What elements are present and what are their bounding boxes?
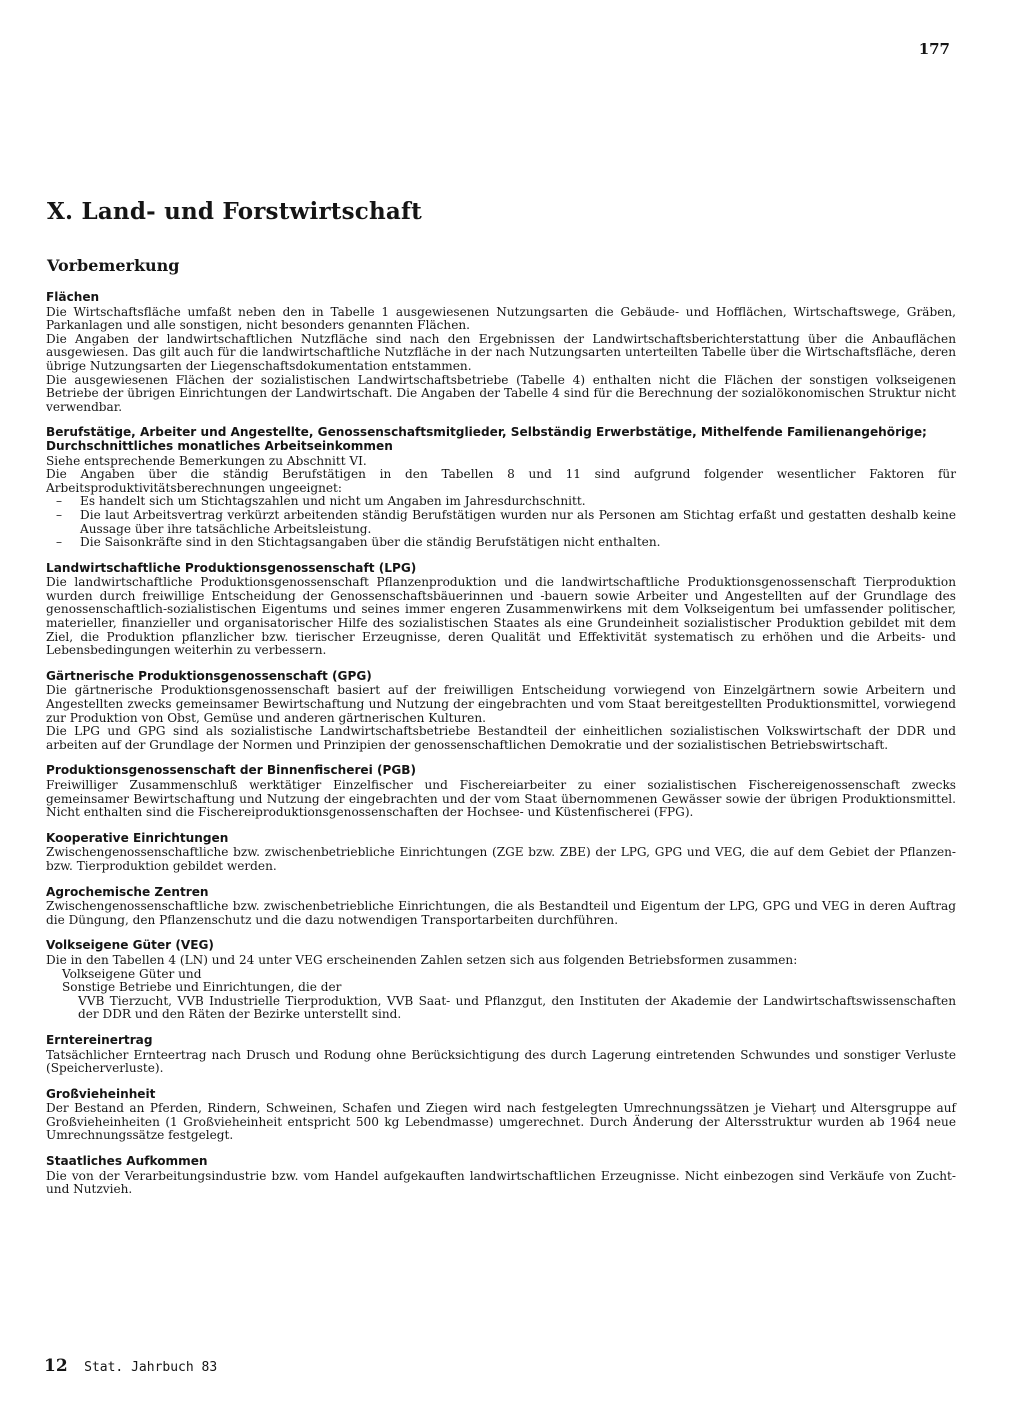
paragraph: Die von der Verarbeitungsindustrie bzw. vom Handel aufgekauften landwirtschaftlichen Erzeugnisse. Nicht einbezogen sind Verkäufe von Zucht- und Nutzvieh.: [46, 1168, 956, 1197]
paragraph: VVB Tierzucht, VVB Industrielle Tierproduktion, VVB Saat- und Pflanzgut, den Instituten der Akademie der Landwirtschaftswissenschaften der DDR und den Räten der Bezirke unterstellt sind.: [78, 993, 956, 1022]
paragraph: Die landwirtschaftliche Produktionsgenossenschaft Pflanzenproduktion und die landwirtschaftliche Produktionsgenossenschaft Tierproduktion wurden durch freiwillige Entscheidung der Genossenschaftsbäuerinnen und -bauern sowie Arbeiter und Angestellten auf der Grundlage des genossenschaftlich-sozialistischen Eigentums und seines immer engeren Zusammenwirkens mit dem Volkseigentum bei umfassender politischer, materieller, finanzieller und organisatorischer Hilfe des sozialistischen Staates als eine Grundeinheit sozialistischer Produktion gebildet mit dem Ziel, die Produktion pflanzlicher bzw. tierischer Erzeugnisse, deren Qualität und Effektivität systematisch zu erhöhen und die Arbeits- und Lebensbedingungen weiterhin zu verbessern.: [46, 575, 956, 658]
paragraph: Zwischengenossenschaftliche bzw. zwischenbetriebliche Einrichtungen (ZGE bzw. ZBE) der LPG, GPG und VEG, die auf dem Gebiet der Pflanzen- bzw. Tierproduktion gebildet werden.: [46, 845, 956, 873]
section-grossvieheinheit: [46, 1088, 956, 1143]
section-heading: Erntereinertrag: [46, 1032, 153, 1047]
paragraph: Der Bestand an Pferden, Rindern, Schweinen, Schafen und Ziegen wird nach festgelegten Umrechnungssätzen je Vieharț und Altersgruppe auf Großvieheinheiten (1 Großvieheinheit entspricht 500 kg Lebendmasse) umgerechnet. Durch Änderung der Altersstruktur wurden ab 1964 neue Umrechnungssätze festgelegt.: [46, 1101, 956, 1143]
section-veg: [46, 939, 956, 1022]
section-heading: Großvieheinheit: [46, 1086, 156, 1101]
paragraph: Siehe entsprechende Bemerkungen zu Abschnitt VI.: [46, 453, 367, 468]
section-heading: Kooperative Einrichtungen: [46, 830, 229, 845]
paragraph: Die Angaben der landwirtschaftlichen Nutzfläche sind nach den Ergebnissen der Landwirtschaftsberichterstattung über die Anbauflächen ausgewiesen. Das gilt auch für die landwirtschaftliche Nutzfläche in der nach Nutzungsarten unterteilten Tabelle über die Wirtschaftsfläche, deren übrige Nutzungsarten der Liegenschaftsdokumentation entstammen.: [46, 331, 956, 373]
sheet-number: 12: [44, 1356, 68, 1376]
section-heading: Gärtnerische Produktionsgenossenschaft (GPG): [46, 668, 372, 683]
paragraph: Die LPG und GPG sind als sozialistische Landwirtschaftsbetriebe Bestandteil der einheitlichen sozialistischen Volkswirtschaft der DDR und arbeiten auf der Grundlage der Normen und Prinzipien der genossenschaftlichen Demokratie und der sozialistischen Betriebswirtschaft.: [46, 724, 956, 752]
paragraph: Sonstige Betriebe und Einrichtungen, die der: [62, 980, 342, 995]
list-item: – Es handelt sich um Stichtagszahlen und nicht um Angaben im Jahresdurchschnitt.: [80, 495, 956, 509]
veg-list: [46, 968, 956, 1022]
chapter-title: X. Land- und Forstwirtschaft: [47, 198, 422, 225]
paragraph: Die Angaben über die ständig Berufstätigen in den Tabellen 8 und 11 sind aufgrund folgender wesentlicher Faktoren für Arbeitsproduktivitätsberechnungen ungeeignet:: [46, 467, 956, 495]
section-erntereinertrag: [46, 1034, 956, 1076]
section-kooperative: [46, 832, 956, 874]
section-heading: Berufstätige, Arbeiter und Angestellte, Genossenschaftsmitglieder, Selbständig Erwerbstätige, Mithelfende Familienangehörige; Durchschnittliches monatliches Arbeitseinkommen: [46, 425, 927, 453]
list-item: – Die Saisonkräfte sind in den Stichtagsangaben über die ständig Berufstätigen nicht enthalten.: [80, 536, 956, 550]
page-number: 177: [918, 40, 950, 58]
list-item: – Die laut Arbeitsvertrag verkürzt arbeitenden ständig Berufstätigen wurden nur als Personen am Stichtag erfaßt und gestatten deshalb keine Aussage über ihre tatsächliche Arbeitsleistung.: [80, 509, 956, 536]
section-lpg: [46, 562, 956, 658]
paragraph: Die Wirtschaftsfläche umfaßt neben den in Tabelle 1 ausgewiesenen Nutzungsarten die Gebäude- und Hofflächen, Wirtschaftswege, Gräben, Parkanlagen und alle sonstigen, nicht besonders genannten Flächen.: [46, 304, 956, 333]
paragraph: Zwischengenossenschaftliche bzw. zwischenbetriebliche Einrichtungen, die als Bestandteil und Eigentum der LPG, GPG und VEG in deren Auftrag die Düngung, den Pflanzenschutz und die dazu notwendigen Transportarbeiten durchführen.: [46, 899, 956, 927]
section-heading: Produktionsgenossenschaft der Binnenfischerei (PGB): [46, 763, 417, 778]
source-label: Stat. Jahrbuch 83: [84, 1360, 218, 1375]
section-berufstaetige: [46, 426, 956, 549]
section-aufkommen: [46, 1155, 956, 1197]
paragraph: Volkseigene Güter und: [62, 966, 202, 981]
bullet-list: [46, 495, 956, 549]
section-heading: Agrochemische Zentren: [46, 884, 209, 899]
preface-heading: Vorbemerkung: [47, 256, 180, 275]
section-heading: Volkseigene Güter (VEG): [46, 938, 214, 953]
body-content: [46, 291, 956, 1209]
page-footer: [44, 1356, 217, 1376]
paragraph: Die gärtnerische Produktionsgenossenschaft basiert auf der freiwilligen Entscheidung vorwiegend von Einzelgärtnern sowie Arbeitern und Angestellten zwecks gemeinsamer Bewirtschaftung und Nutzung der eingebrachten und vom Staat bereitgestellten Produktionsmittel, vorwiegend zur Produktion von Obst, Gemüse und anderen gärtnerischen Kulturen.: [46, 683, 956, 725]
paragraph: Die ausgewiesenen Flächen der sozialistischen Landwirtschaftsbetriebe (Tabelle 4) enthalten nicht die Flächen der sonstigen volkseigenen Betriebe der übrigen Einrichtungen der Landwirtschaft. Die Angaben der Tabelle 4 sind für die Berechnung der sozialökonomischen Struktur nicht verwendbar.: [46, 372, 956, 414]
section-pgb: [46, 764, 956, 819]
section-agrochemische: [46, 886, 956, 928]
paragraph: Tatsächlicher Ernteertrag nach Drusch und Rodung ohne Berücksichtigung des durch Lagerung eintretenden Schwundes und sonstiger Verluste (Speicherverluste).: [46, 1047, 956, 1076]
section-gpg: [46, 670, 956, 753]
section-heading: Staatliches Aufkommen: [46, 1154, 208, 1169]
paragraph: Die in den Tabellen 4 (LN) und 24 unter VEG erscheinenden Zahlen setzen sich aus folgenden Betriebsformen zusammen:: [46, 952, 798, 967]
paragraph: Freiwilliger Zusammenschluß werktätiger Einzelfischer und Fischereiarbeiter zu einer sozialistischen Fischereigenossenschaft zwecks gemeinsamer Bewirtschaftung und Nutzung der eingebrachten und der vom Staat übernommenen Gewässer sowie der übrigen Produktionsmittel. Nicht enthalten sind die Fischereiproduktionsgenossenschaften der Hochsee- und Küstenfischerei (FPG).: [46, 778, 956, 820]
section-heading: Flächen: [46, 290, 100, 304]
section-flaechen: [46, 291, 956, 414]
section-heading: Landwirtschaftliche Produktionsgenossenschaft (LPG): [46, 560, 417, 575]
